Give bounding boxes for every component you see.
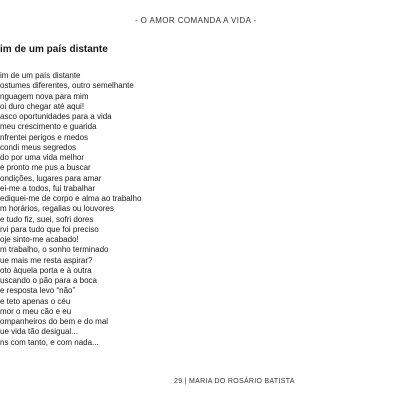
- footer-separator: |: [184, 378, 187, 385]
- page-footer: [174, 378, 324, 385]
- poem-line: ue vida tão desigual...: [0, 327, 78, 337]
- poem-line: mor o meu cão e eu: [0, 306, 72, 316]
- poem-line: m horários, regalias ou louvores: [0, 204, 114, 214]
- poem-line: ondições, lugares para amar: [0, 173, 102, 183]
- poem-title: im de um país distante: [0, 44, 108, 55]
- page-number: 29: [174, 378, 183, 385]
- poem-line: meu crescimento e guarida: [0, 122, 97, 132]
- poem-line: ns com tanto, e com nada...: [0, 337, 99, 347]
- poem-line: nfrentei perigos e medos: [0, 132, 89, 142]
- poem-line: e pronto me pus a buscar: [0, 163, 91, 173]
- poem-line: ompanheiros do bem e do mal: [0, 317, 109, 326]
- poem-line: im de um país distante: [0, 71, 81, 80]
- poem-line: e resposta levo “não”: [0, 286, 76, 296]
- poem-line: e tudo fiz, suei, sofri dores: [0, 214, 94, 224]
- poem-line: oto àquela porta e à outra: [0, 265, 92, 275]
- poem-line: oje sinto-me acabado!: [0, 235, 79, 244]
- poem-line: uscando o pão para a boca: [0, 276, 97, 285]
- poem-line: ei-me a todos, fui trabalhar: [0, 183, 96, 193]
- poem-line: nguagem nova para mim: [0, 91, 89, 101]
- poem-line: ostumes diferentes, outro semelhante: [0, 81, 134, 91]
- poem-line: asco oportunidades para a vida: [0, 112, 112, 121]
- poem-line: do por uma vida melhor: [0, 153, 85, 162]
- poem-body: [0, 71, 330, 348]
- poem-line: m trabalho, o sonho terminado: [0, 245, 109, 255]
- poem-line: ediquei-me de corpo e alma ao trabalho: [0, 194, 142, 203]
- poem-line: e teto apenas o céu: [0, 296, 71, 306]
- poem-line: ue mais me resta aspirar?: [0, 255, 93, 265]
- poem-line: condi meus segredos: [0, 142, 77, 152]
- poem-line: oi duro chegar até aqui!: [0, 101, 85, 111]
- poem-line: rvi para tudo que foi preciso: [0, 224, 99, 234]
- author-name: MARIA DO ROSÁRIO BATISTA: [189, 378, 295, 385]
- running-header: - O AMOR COMANDA A VIDA -: [135, 16, 257, 25]
